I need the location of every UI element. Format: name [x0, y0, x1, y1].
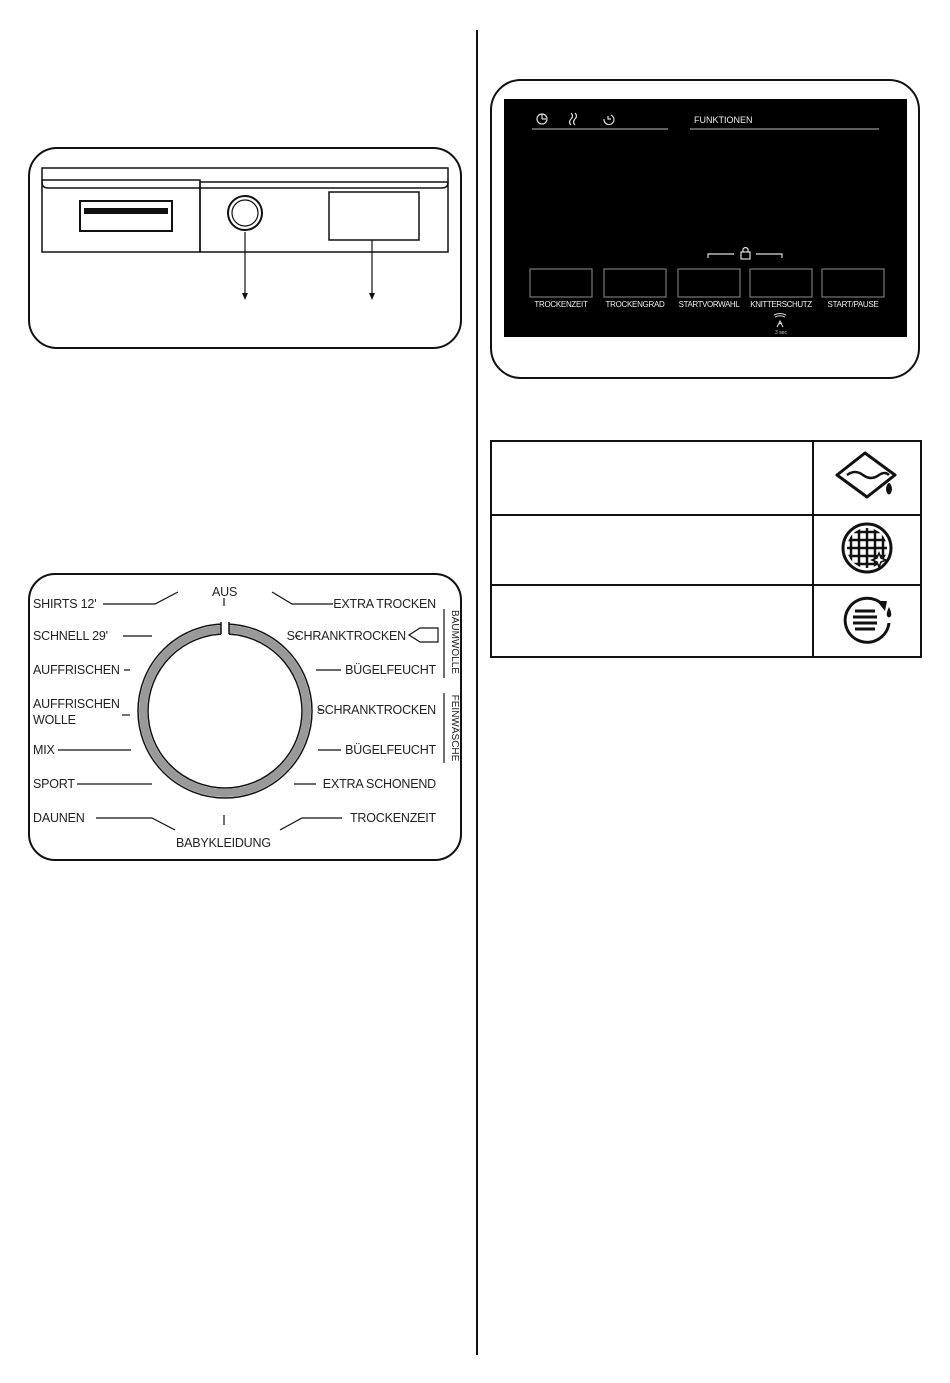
indicator-description-3 — [491, 585, 813, 657]
trockenzeit-button[interactable]: TROCKENZEIT — [534, 300, 588, 309]
start-pause-button[interactable]: START/PAUSE — [827, 300, 879, 309]
dial-label-daunen: DAUNEN — [33, 811, 85, 825]
dial-label-buegelfeucht-feinwaesche: BÜGELFEUCHT — [345, 743, 436, 757]
dial-label-shirts: SHIRTS 12' — [33, 597, 97, 611]
dial-label-auffrischen: AUFFRISCHEN — [33, 663, 120, 677]
table-row — [491, 515, 921, 585]
indicator-description-1 — [491, 441, 813, 515]
machine-panel-diagram — [0, 0, 476, 380]
group-label-baumwolle: BAUMWOLLE — [449, 610, 460, 674]
indicator-description-2 — [491, 515, 813, 585]
drawer-handle — [80, 201, 172, 231]
program-knob — [228, 196, 262, 230]
dial-label-sport: SPORT — [33, 777, 75, 791]
dial-label-schranktrocken-feinwaesche: SCHRANKTROCKEN — [316, 703, 436, 717]
filter-clean-icon-cell — [813, 515, 921, 585]
dial-label-buegelfeucht-baumwolle: BÜGELFEUCHT — [345, 663, 436, 677]
condenser-clean-icon — [837, 589, 897, 649]
display-panel — [490, 79, 920, 379]
dial-label-schranktrocken-baumwolle: SCHRANKTROCKEN — [286, 629, 406, 643]
dial-label-schnell: SCHNELL 29' — [33, 629, 108, 643]
startvorwahl-button[interactable]: STARTVORWAHL — [678, 300, 740, 309]
water-container-icon — [827, 445, 907, 507]
water-container-icon-cell — [813, 441, 921, 515]
dial-label-aus: AUS — [212, 585, 238, 599]
dial-label-babykleidung: BABYKLEIDUNG — [176, 836, 271, 850]
column-divider — [476, 30, 478, 1355]
table-row — [491, 585, 921, 657]
filter-clean-icon — [837, 518, 897, 578]
trockengrad-button[interactable]: TROCKENGRAD — [605, 300, 665, 309]
dial-label-trockenzeit: TROCKENZEIT — [350, 811, 436, 825]
dial-label-mix: MIX — [33, 743, 55, 757]
table-row — [491, 441, 921, 515]
dial-label-auffrischen-wolle: AUFFRISCHEN WOLLE — [33, 697, 120, 727]
hold-hint: 3 sec — [775, 330, 787, 336]
group-label-feinwaesche: FEINWÄSCHE — [449, 694, 460, 762]
condenser-clean-icon-cell — [813, 585, 921, 657]
dial-label-extra-schonend: EXTRA SCHONEND — [322, 777, 436, 791]
indicator-table — [490, 440, 922, 658]
funktionen-label: FUNKTIONEN — [694, 115, 753, 125]
control-display-area — [329, 192, 419, 240]
dial-label-extra-trocken: EXTRA TROCKEN — [333, 597, 436, 611]
knitterschutz-button[interactable]: KNITTERSCHUTZ — [750, 300, 812, 309]
